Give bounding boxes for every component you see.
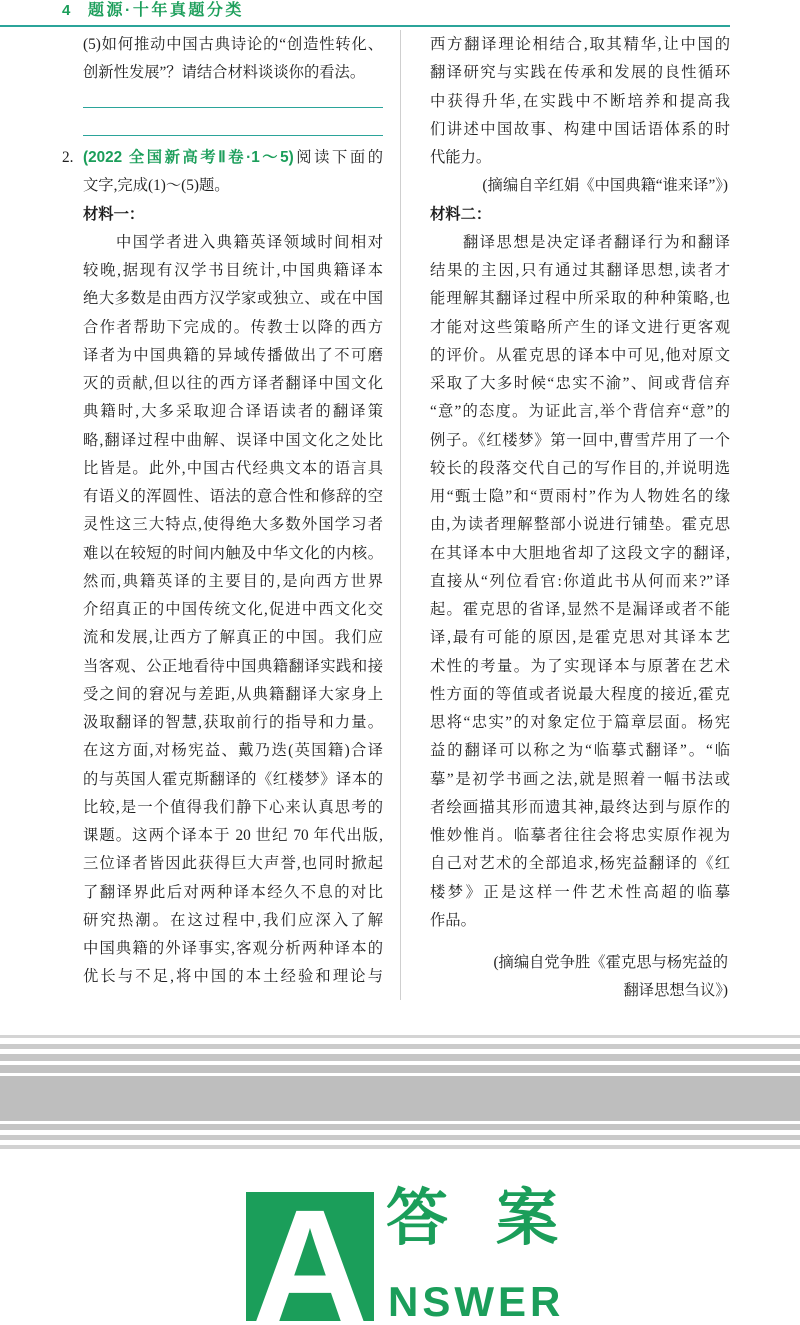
column-divider [400,30,401,1000]
material-1-line: 了翻译界此后对两种译本经久不息的对比 [83,883,383,901]
material-1-line: 比皆是。此外,中国古代经典文本的语言具 [83,459,383,477]
material-2-source [430,949,730,1006]
material-2-line: 直接从“列位看官:你道此书从何而来?”译 [430,572,730,590]
page-number: 4 [62,2,71,19]
answer-rule [83,135,383,137]
question-prompt: 阅读下面的 [293,149,383,166]
answer-line [83,116,383,144]
material-2-line: 起。霍克思的省译,显然不是漏译或者不能 [430,601,730,618]
material-2-line: 楼梦》正是这样一件艺术性高超的临摹 [430,883,730,901]
right-column [430,31,730,1006]
material-2-line: 思将“忠实”的对象定位于篇章层面。杨宪 [430,714,730,731]
material-1-line: 难以在较短的时间内触及中华文化的内核。 [83,544,383,562]
material-1-line: 中国典籍的外译事实,客观分析两种译本的 [83,940,383,957]
left-column [62,31,383,992]
source-line: (摘编自党争胜《霍克思与杨宪益的 [493,954,728,971]
material-2-line: 采取了大多时候“忠实不渝”、间或背信弃 [430,375,730,392]
material-1-line: 中获得升华,在实践中不断培养和提高我 [430,92,730,110]
material-2-line: 者绘画描其形而遗其神,最终达到与原作的 [430,798,730,816]
question-5-text [83,31,383,88]
material-1-text [83,229,383,992]
material-1-line: 合作者帮助下完成的。传教士以降的西方 [83,318,383,336]
answer-logo-block [246,1192,374,1321]
answer-logo-svg [246,1192,374,1321]
material-1-line: 流和发展,让西方了解真正的中国。我们应 [83,629,383,647]
question-5-line: 创新性发展”？请结合材料谈谈你的看法。 [83,64,366,82]
spacer [430,935,730,949]
material-2-text [430,229,730,935]
answer-title: 答案 [386,1184,607,1253]
material-2-line: 结果的主因,只有通过其翻译思想,读者才 [430,262,730,279]
question-5-line: (5)如何推动中国古典诗论的“创造性转化、 [83,36,383,53]
answer-word-tail: NSWER [388,1278,565,1325]
material-1-line: 代能力。 [430,149,492,166]
material-2-line: 益的翻译可以称之为“临摹式翻译”。“临 [430,742,730,760]
material-1-line: 比较,是一个值得我们静下心来认真思考的 [83,798,383,816]
material-1-line: 灭的贡献,但以往的西方译者翻译中国文化 [83,375,383,392]
material-2-line: 能理解其翻译过程中所采取的种种策略,也 [430,290,730,308]
material-2-line: 性方面的等值或者说最大程度的接近,霍克 [430,685,730,703]
question-source: (2022 全国新高考Ⅱ卷·1～5) [83,149,294,166]
material-2-line: 例子。《红楼梦》第一回中,曹雪芹用了一个 [430,431,730,449]
material-1-line: 三位译者皆因此获得巨大声誉,也同时掀起 [83,855,383,873]
source-line: 翻译思想刍议》) [623,982,728,1000]
material-1-line: 们讲述中国故事、构建中国话语体系的时 [430,120,730,138]
material-1-line: 研究热潮。在这过程中,我们应深入了解 [83,911,383,929]
material-1-line: 典籍时,大多采取迎合译语读者的翻译策 [83,403,383,421]
material-1-line: 受之间的窘况与差距,从典籍翻译大家身上 [83,685,383,703]
decorative-stripes [0,1035,800,1153]
material-2-line: 较长的段落交代自己的写作目的,并说明选 [430,459,730,477]
material-2-line: 才能对这些策略所产生的译文进行更客观 [430,318,730,336]
material-2-line: 译,最有可能的原因,是霍克思对其译本艺 [430,629,730,647]
material-2-line: 在其译本中大胆地省却了这段文字的翻译, [430,544,730,562]
material-2-heading: 材料二： [430,205,492,223]
material-1-line: 略,翻译过程中曲解、误译中国文化之处比 [83,431,383,449]
material-1-line: 翻译研究与实践在传承和发展的良性循环 [430,64,730,82]
material-1-line: 介绍真正的中国传统文化,促进中西文化交 [83,601,383,618]
question-2-stem [62,144,383,172]
material-1-line: 中国学者进入典籍英译领域时间相对 [116,233,383,251]
material-2-line: 由,为读者理解整部小说进行铺垫。霍克思 [430,516,730,534]
material-1-line: 优长与不足,将中国的本土经验和理论与 [83,968,383,986]
material-1-heading: 材料一： [83,205,145,223]
material-1-line: 较晚,据现有汉学书目统计,中国典籍译本 [83,262,383,279]
material-1-line: 灵性这三大特点,使得绝大多数外国学习者 [83,516,383,534]
header-rule [0,25,730,27]
material-1-line: 绝大多数是由西方汉学家或独立、或在中国 [83,290,383,308]
material-2-line: “意”的态度。为证此言,举个背信弃“意”的 [430,403,730,421]
material-1-source: (摘编自辛红娟《中国典籍“谁来译”》) [482,177,728,195]
material-2-line: 作品。 [430,911,476,929]
material-1-line: 然而,典籍英译的主要目的,是向西方世界 [83,572,383,590]
answer-rule [83,107,383,109]
material-2-line: 惟妙惟肖。临摹者往往会将忠实原作视为 [430,827,730,844]
material-2-line: 用“甄士隐”和“贾雨村”作为人物姓名的缘 [430,488,730,505]
material-2-line: 的评价。从霍克思的译本中可见,他对原文 [430,346,730,364]
material-2-line: 自己对艺术的全部追求,杨宪益翻译的《红 [430,855,730,873]
logo-letter-a: A [252,1192,368,1321]
material-1-line: 有语义的浑圆性、语法的意合性和修辞的空 [83,488,383,505]
material-2-line: 摹”是初学书画之法,就是照着一幅书法或 [430,770,730,788]
material-2-line: 术性的考量。为了实现译本与原著在艺术 [430,657,730,675]
material-2-line: 翻译思想是决定译者翻译行为和翻译 [463,233,730,251]
question-prompt-continued: 文字,完成(1)～(5)题。 [83,177,230,195]
material-1-line: 当客观、公正地看待中国典籍翻译实践和接 [83,657,383,675]
question-number: 2. [62,149,74,166]
material-1-line: 汲取翻译的智慧,获取前行的指导和力量。 [83,714,383,731]
material-1-line: 课题。这两个译本于 20 世纪 70 年代出版, [83,827,383,844]
material-1-line: 的与英国人霍克斯翻译的《红楼梦》译本的 [83,770,383,788]
answer-line [83,88,383,116]
material-1-line: 在这方面,对杨宪益、戴乃迭(英国籍)合译 [83,742,383,760]
material-1-line: 西方翻译理论相结合,取其精华,让中国的 [430,36,730,53]
material-1-continued [430,31,730,172]
running-header-title: 题源·十年真题分类 [88,2,244,19]
material-1-line: 译者为中国典籍的异域传播做出了不可磨 [83,346,383,364]
